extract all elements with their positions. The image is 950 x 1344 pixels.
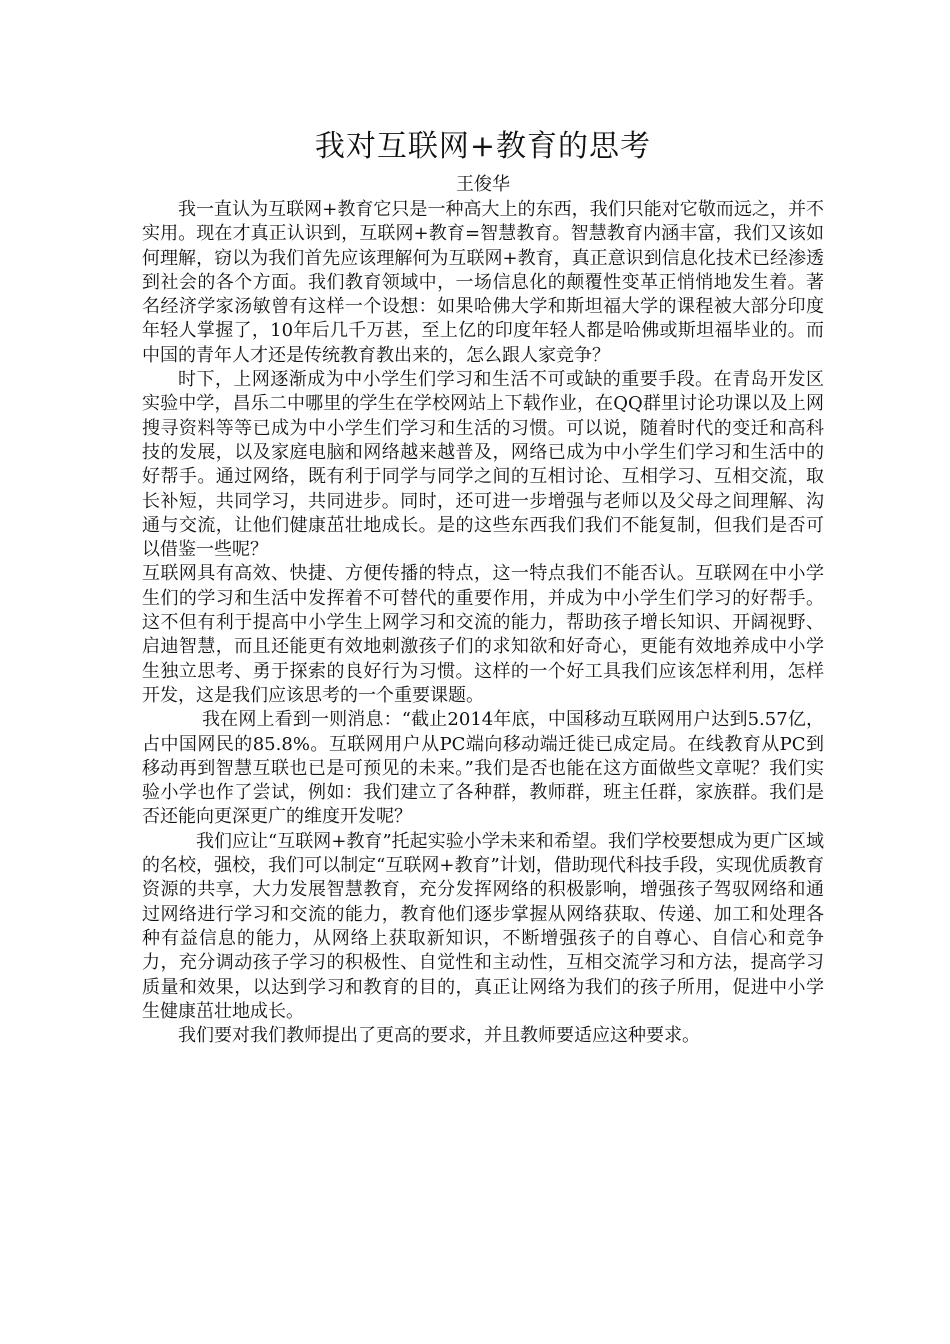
paragraph-2: 时下，上网逐渐成为中小学生们学习和生活不可或缺的重要手段。在青岛开发区实验中学，昌乐二中哪里的学生在学校网站上下载作业，在QQ群里讨论功课以及上网搜寻资料等等已成为中小学生们学习和生活的习惯。可以说，随着时代的变迁和高科技的发展，以及家庭电脑和网络越来越普及，网络已成为中小学生们学习和生活中的好帮手。通过网络，既有利于同学与同学之间的互相讨论、互相学习、互相交流，取长补短，共同学习，共同进步。同时，还可进一步增强与老师以及父母之间理解、沟通与交流，让他们健康茁壮地成长。是的这些东西我们我们不能复制，但我们是否可以借鉴一些呢？ <box>142 369 824 561</box>
paragraph-6: 我们要对我们教师提出了更高的要求，并且教师要适应这种要求。 <box>178 1025 700 1047</box>
paragraph-1: 我一直认为互联网+教育它只是一种高大上的东西，我们只能对它敬而远之，并不实用。现在才真正认识到，互联网+教育=智慧教育。智慧教育内涵丰富，我们又该如何理解，窃以为我们首先应该理解何为互联网+教育，真正意识到信息化技术已经渗透到社会的各个方面。我们教育领域中，一场信息化的颠覆性变革正悄悄地发生着。著名经济学家汤敏曾有这样一个设想：如果哈佛大学和斯坦福大学的课程被大部分印度年轻人掌握了，10年后几千万甚，至上亿的印度年轻人都是哈佛或斯坦福毕业的。而中国的青年人才还是传统教育教出来的，怎么跟人家竞争？ <box>142 199 824 366</box>
paragraph-3: 互联网具有高效、快捷、方便传播的特点，这一特点我们不能否认。互联网在中小学生们的学习和生活中发挥着不可替代的重要作用，并成为中小学生们学习的好帮手。这不但有利于提高中小学生上网学习和交流的能力，帮助孩子增长知识、开阔视野、启迪智慧，而且还能更有效地刺激孩子们的求知欲和好奇心，更能有效地养成中小学生独立思考、勇于探索的良好行为习惯。这样的一个好工具我们应该怎样利用，怎样开发，这是我们应该思考的一个重要课题。 <box>142 563 824 706</box>
author-name: 王俊华 <box>456 174 510 195</box>
document-title: 我对互联网+教育的思考 <box>314 129 652 164</box>
paragraph-4: 我在网上看到一则消息：“截止2014年底，中国移动互联网用户达到5.57亿，占中国网民的85.8%。互联网用户从PC端向移动端迁徙已成定局。在线教育从PC到移动再到智慧互联也已是可预见的未来。”我们是否也能在这方面做些文章呢？我们实验小学也作了尝试，例如：我们建立了各种群，教师群，班主任群，家族群。我们是否还能向更深更广的维度开发呢？ <box>142 709 824 828</box>
paragraph-5: 我们应让“互联网+教育”托起实验小学未来和希望。我们学校要想成为更广区域的名校，强校，我们可以制定“互联网+教育”计划，借助现代科技手段，实现优质教育资源的共享，大力发展智慧教育，充分发挥网络的积极影响，增强孩子驾驭网络和通过网络进行学习和交流的能力，教育他们逐步掌握从网络获取、传递、加工和处理各种有益信息的能力，从网络上获取新知识，不断增强孩子的自尊心、自信心和竞争力，充分调动孩子学习的积极性、自觉性和主动性，互相交流学习和方法，提高学习质量和效果，以达到学习和教育的目的，真正让网络为我们的孩子所用，促进中小学生健康茁壮地成长。 <box>142 830 824 1022</box>
document-page <box>142 122 824 1048</box>
